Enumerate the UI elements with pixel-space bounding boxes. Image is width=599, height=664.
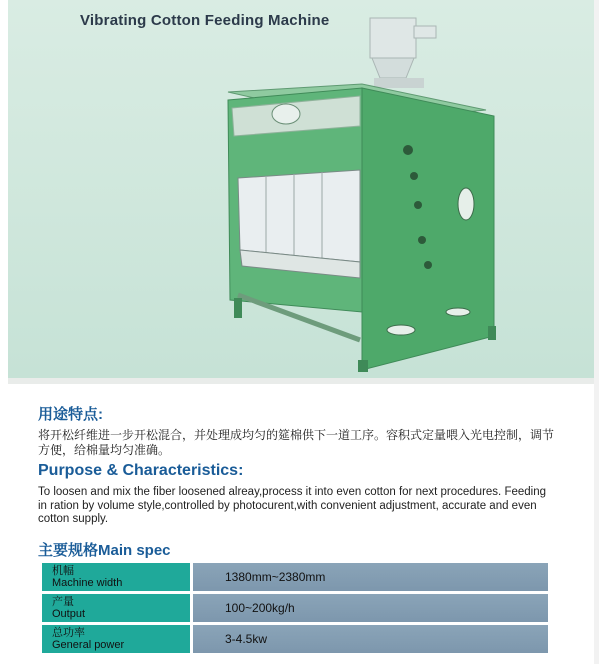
spec-label-cn: 机幅 [52,565,74,577]
spec-table [42,563,548,656]
spec-row-power [42,625,548,653]
spec-label-en: Machine width [52,577,123,589]
spec-label-cn: 产量 [52,596,74,608]
spec-label [42,563,190,591]
photo-bottom-strip [8,378,594,384]
spec-label-en: General power [52,639,125,651]
page-edge [594,0,599,664]
spec-value: 100~200kg/h [193,594,548,622]
spec-value: 1380mm~2380mm [193,563,548,591]
spec-label [42,594,190,622]
spec-row-width [42,563,548,591]
machine-photo [8,0,594,378]
spec-value: 3-4.5kw [193,625,548,653]
spec-label [42,625,190,653]
spec-heading: 主要规格Main spec [38,542,171,559]
usage-text: 将开松纤维进一步开松混合，并处理成均匀的筵棉供下一道工序。容积式定量喂入光电控制，调节方便，给棉量均匀准确。 [38,428,555,457]
purpose-heading: Purpose & Characteristics: [38,462,244,479]
purpose-text: To loosen and mix the fiber loosened alreay,process it into even cotton for next procedures. Feeding in ration by volume style,controlled by photocurent,with convenient adjustment, accurate and even cotton supply. [38,486,546,525]
spec-label-cn: 总功率 [52,627,85,639]
photo-title: Vibrating Cotton Feeding Machine [80,12,330,29]
spec-label-en: Output [52,608,86,620]
usage-heading: 用途特点: [38,406,103,423]
spec-row-output [42,594,548,622]
machine-illustration [8,0,594,378]
